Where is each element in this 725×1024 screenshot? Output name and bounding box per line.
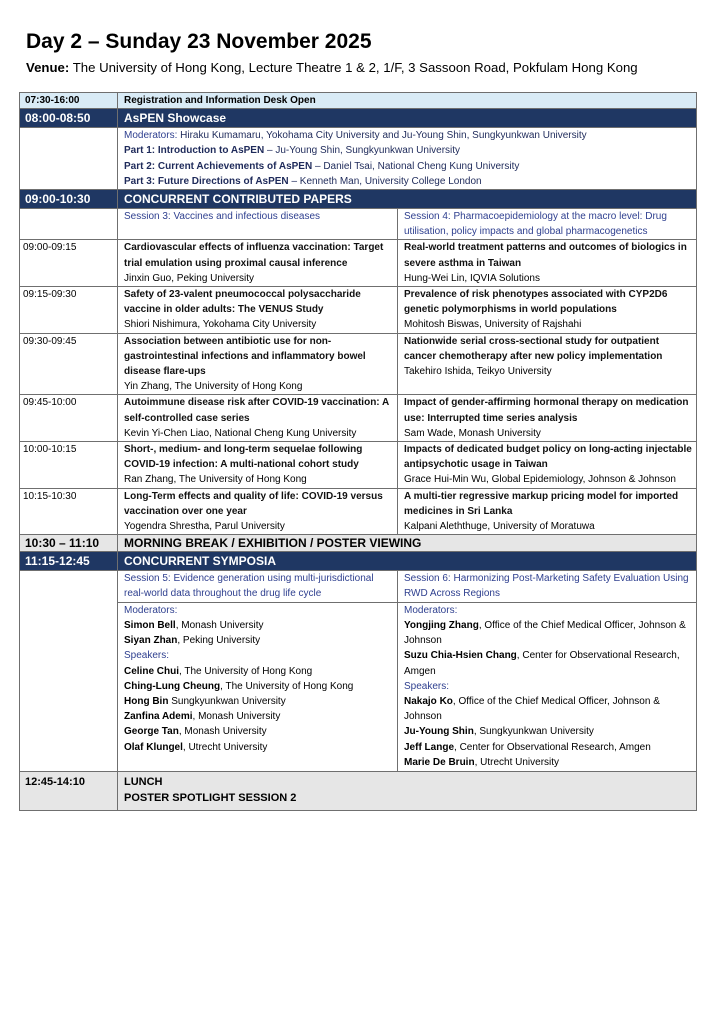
paper-title: Association between antibiotic use for non-gastrointestinal infections and inflammatory bowel disease flare-ups	[124, 335, 366, 378]
person: Celine Chui, The University of Hong Kong	[124, 665, 313, 677]
paper-author: Grace Hui-Min Wu, Global Epidemiology, Johnson & Johnson	[404, 474, 676, 486]
paper-title: A multi-tier regressive markup pricing model for imported medicines in Sri Lanka	[404, 490, 679, 517]
papers-label: CONCURRENT CONTRIBUTED PAPERS	[118, 190, 697, 209]
registration-row	[20, 93, 697, 109]
registration-label: Registration and Information Desk Open	[118, 93, 697, 109]
paper-title: Impact of gender-affirming hormonal therapy on medication use: Interrupted time series analysis	[404, 397, 689, 424]
schedule-table	[19, 92, 697, 811]
moderators-heading: Moderators:	[404, 604, 458, 616]
showcase-part-3: Part 3: Future Directions of AsPEN – Kenneth Man, University College London	[124, 175, 482, 187]
paper-time: 10:00-10:15	[20, 442, 118, 489]
paper-row	[20, 488, 697, 535]
symposia-label: CONCURRENT SYMPOSIA	[118, 552, 697, 571]
papers-sessions-row	[20, 209, 697, 240]
paper-title: Prevalence of risk phenotypes associated with CYP2D6 genetic polymorphisms in world populations	[404, 289, 668, 316]
person: Simon Bell, Monash University	[124, 619, 264, 631]
person: Olaf Klungel, Utrecht University	[124, 741, 268, 753]
poster-spotlight-label: POSTER SPOTLIGHT SESSION 2	[124, 791, 297, 804]
paper-author: Kalpani Aleththuge, University of Moratuwa	[404, 521, 595, 533]
paper-title: Short-, medium- and long-term sequelae following COVID-19 infection: A multi-national cohort study	[124, 444, 363, 471]
session-5-people	[118, 602, 398, 771]
lunch-label: LUNCH	[124, 775, 163, 788]
paper-row	[20, 333, 697, 395]
paper-title: Nationwide serial cross-sectional study for outpatient cancer chemotherapy after new policy implementation	[404, 335, 663, 362]
person: Nakajo Ko, Office of the Chief Medical Officer, Johnson & Johnson	[404, 695, 660, 723]
session-5-title: Session 5: Evidence generation using multi-jurisdictional real-world data throughout the drug life cycle	[118, 571, 398, 602]
papers-time: 09:00-10:30	[20, 190, 118, 209]
venue-line	[26, 60, 638, 75]
person: Ching-Lung Cheung, The University of Hong Kong	[124, 680, 354, 692]
session-3-title: Session 3: Vaccines and infectious diseases	[118, 209, 398, 240]
symposia-people-row	[20, 602, 697, 771]
paper-title: Safety of 23-valent pneumococcal polysaccharide vaccine in older adults: The VENUS Study	[124, 289, 361, 316]
showcase-moderators: Moderators: Hiraku Kumamaru, Yokohama City University and Ju-Young Shin, Sungkyunkwan University	[124, 130, 587, 142]
paper-title: Impacts of dedicated budget policy on long-acting injectable antipsychotic usage in Taiwan	[404, 444, 692, 471]
lunch-cell	[118, 771, 697, 810]
paper-author: Ran Zhang, The University of Hong Kong	[124, 474, 307, 486]
paper-author: Sam Wade, Monash University	[404, 427, 541, 439]
paper-author: Yogendra Shrestha, Parul University	[124, 521, 285, 533]
session-4-title: Session 4: Pharmacoepidemiology at the macro level: Drug utilisation, policy impacts and global pharmacogenetics	[398, 209, 697, 240]
paper-title: Real-world treatment patterns and outcomes of biologics in severe asthma in Taiwan	[404, 242, 687, 269]
lunch-time: 12:45-14:10	[20, 771, 118, 810]
paper-time: 09:00-09:15	[20, 240, 118, 287]
paper-title: Long-Term effects and quality of life: COVID-19 versus vaccination over one year	[124, 490, 383, 517]
person: George Tan, Monash University	[124, 726, 267, 738]
venue-text: The University of Hong Kong, Lecture Theatre 1 & 2, 1/F, 3 Sassoon Road, Pokfulam Hong Kong	[72, 60, 638, 75]
page-title: Day 2 – Sunday 23 November 2025	[26, 30, 372, 53]
person: Suzu Chia-Hsien Chang, Center for Observational Research, Amgen	[404, 650, 680, 677]
paper-author: Yin Zhang, The University of Hong Kong	[124, 381, 303, 393]
showcase-label: AsPEN Showcase	[118, 109, 697, 128]
registration-time: 07:30-16:00	[20, 93, 118, 109]
person: Marie De Bruin, Utrecht University	[404, 756, 560, 768]
speakers-heading: Speakers:	[124, 650, 170, 662]
person: Hong Bin Sungkyunkwan University	[124, 695, 286, 707]
session-6-people	[398, 602, 697, 771]
symposia-sessions-row	[20, 571, 697, 602]
paper-row	[20, 395, 697, 442]
paper-title: Autoimmune disease risk after COVID-19 vaccination: A self-controlled case series	[124, 397, 389, 424]
paper-author: Mohitosh Biswas, University of Rajshahi	[404, 319, 582, 331]
speakers-heading: Speakers:	[404, 680, 450, 692]
showcase-time: 08:00-08:50	[20, 109, 118, 128]
paper-time: 09:30-09:45	[20, 333, 118, 395]
paper-author: Hung-Wei Lin, IQVIA Solutions	[404, 272, 540, 284]
paper-time: 09:15-09:30	[20, 287, 118, 334]
lunch-row	[20, 771, 697, 810]
person: Jeff Lange, Center for Observational Research, Amgen	[404, 741, 651, 753]
paper-author: Takehiro Ishida, Teikyo University	[404, 366, 552, 378]
venue-label: Venue:	[26, 60, 70, 75]
paper-row	[20, 287, 697, 334]
symposia-time: 11:15-12:45	[20, 552, 118, 571]
paper-time: 10:15-10:30	[20, 488, 118, 535]
showcase-part-2: Part 2: Current Achievements of AsPEN – Daniel Tsai, National Cheng Kung University	[124, 160, 520, 172]
paper-title: Cardiovascular effects of influenza vaccination: Target trial emulation using proximal causal inference	[124, 242, 384, 269]
showcase-part-1: Part 1: Introduction to AsPEN – Ju-Young Shin, Sungkyunkwan University	[124, 145, 461, 157]
break-row	[20, 535, 697, 552]
moderators-heading: Moderators:	[124, 604, 178, 616]
break-label: MORNING BREAK / EXHIBITION / POSTER VIEWING	[118, 535, 697, 552]
paper-author: Shiori Nishimura, Yokohama City University	[124, 319, 317, 331]
break-time: 10:30 – 11:10	[20, 535, 118, 552]
paper-author: Jinxin Guo, Peking University	[124, 272, 255, 284]
session-6-title: Session 6: Harmonizing Post-Marketing Safety Evaluation Using RWD Across Regions	[398, 571, 697, 602]
person: Yongjing Zhang, Office of the Chief Medical Officer, Johnson & Johnson	[404, 619, 686, 647]
showcase-details-row	[20, 128, 697, 190]
showcase-band	[20, 109, 697, 128]
paper-author: Kevin Yi-Chen Liao, National Cheng Kung University	[124, 427, 357, 439]
symposia-band	[20, 552, 697, 571]
paper-row	[20, 442, 697, 489]
person: Zanfina Ademi, Monash University	[124, 711, 281, 723]
paper-time: 09:45-10:00	[20, 395, 118, 442]
papers-band	[20, 190, 697, 209]
showcase-details	[118, 128, 697, 190]
person: Ju-Young Shin, Sungkyunkwan University	[404, 726, 594, 738]
person: Siyan Zhan, Peking University	[124, 635, 261, 647]
paper-row	[20, 240, 697, 287]
